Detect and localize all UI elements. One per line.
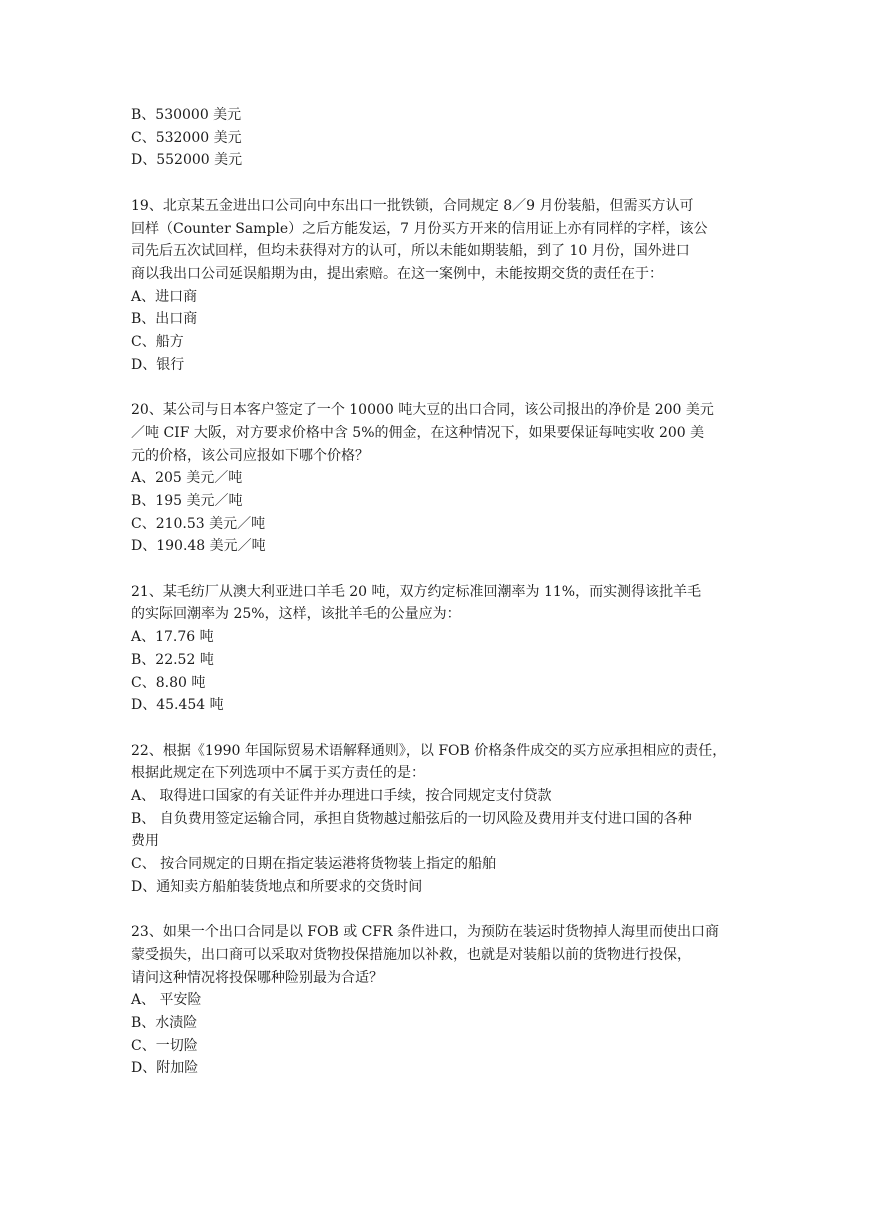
option-line: C、532000 美元 [131, 129, 242, 146]
option-line: B、 自负费用签定运输合同，承担自货物越过船弦后的一切风险及费用并支付进口国的各种 [131, 810, 692, 827]
option-line: D、45.454 吨 [131, 697, 224, 714]
question-text-line: 司先后五次试回样，但均未获得对方的认可，所以未能如期装船，到了 10 月份，国外进口 [131, 243, 690, 260]
option-line: C、210.53 美元／吨 [131, 515, 266, 532]
option-line: C、一切险 [131, 1037, 198, 1054]
option-line: B、水渍险 [131, 1015, 198, 1032]
option-line: C、船方 [131, 334, 184, 351]
question-text-line: 23、如果一个出口合同是以 FOB 或 CFR 条件进口，为预防在装运时货物掉人海里而使出口商 [131, 924, 720, 941]
option-line: C、8.80 吨 [131, 674, 206, 691]
option-line: D、附加险 [131, 1060, 199, 1077]
question-text-line: 22、根据《1990 年国际贸易术语解释通则》，以 FOB 价格条件成交的买方应承担相应的责任， [131, 742, 727, 759]
spacer [131, 172, 743, 195]
question-text-line: ／吨 CIF 大阪，对方要求价格中含 5%的佣金，在这种情况下，如果要保证每吨实收 200 美 [131, 424, 705, 441]
question-20 [131, 399, 743, 558]
option-line: B、530000 美元 [131, 107, 242, 123]
question-22 [131, 740, 743, 899]
question-text-line: 商以我出口公司延误船期为由，提出索赔。在这一案例中，未能按期交货的责任在于： [131, 265, 663, 282]
option-line: A、 取得进口国家的有关证件并办理进口手续，按合同规定支付贷款 [131, 788, 552, 805]
spacer [131, 558, 743, 581]
option-line: D、银行 [131, 356, 185, 373]
question-text-line: 元的价格，该公司应报如下哪个价格？ [131, 447, 369, 464]
previous-question-options [131, 104, 743, 172]
option-line: A、 平安险 [131, 992, 202, 1009]
option-line: B、195 美元／吨 [131, 492, 243, 509]
option-line: A、进口商 [131, 288, 198, 305]
spacer [131, 376, 743, 399]
question-text-line: 根据此规定在下列选项中不属于买方责任的是： [131, 765, 425, 782]
question-text-line: 的实际回潮率为 25%，这样，该批羊毛的公量应为： [131, 606, 461, 623]
question-19 [131, 195, 743, 377]
spacer [131, 899, 743, 922]
option-line: D、552000 美元 [131, 152, 243, 169]
question-text-line: 19、北京某五金进出口公司向中东出口一批铁锁，合同规定 8／9 月份装船，但需买方认可 [131, 197, 694, 214]
question-21 [131, 581, 743, 717]
spacer [131, 717, 743, 740]
option-line: B、出口商 [131, 311, 198, 328]
option-line: B、22.52 吨 [131, 651, 214, 668]
question-text-line: 回样（Counter Sample）之后方能发运，7 月份买方开来的信用证上亦有同样的字样，该公 [131, 220, 708, 237]
question-23 [131, 921, 743, 1080]
option-line: D、通知卖方船舶装货地点和所要求的交货时间 [131, 878, 423, 895]
option-line: C、 按合同规定的日期在指定装运港将货物装上指定的船舶 [131, 856, 497, 873]
question-text-line: 蒙受损失，出口商可以采取对货物投保措施加以补救，也就是对装船以前的货物进行投保， [131, 946, 691, 963]
question-text-line: 20、某公司与日本客户签定了一个 10000 吨大豆的出口合同，该公司报出的净价是 200 美元 [131, 402, 714, 419]
question-text-line: 21、某毛纺厂从澳大利亚进口羊毛 20 吨，双方约定标准回潮率为 11%，而实测得该批羊毛 [131, 583, 702, 600]
option-line: A、17.76 吨 [131, 629, 214, 646]
question-text-line: 请问这种情况将投保哪种险别最为合适？ [131, 969, 383, 986]
document-page [131, 104, 743, 1080]
option-line: D、190.48 美元／吨 [131, 538, 266, 555]
option-line: 费用 [131, 833, 159, 850]
option-line: A、205 美元／吨 [131, 470, 243, 487]
